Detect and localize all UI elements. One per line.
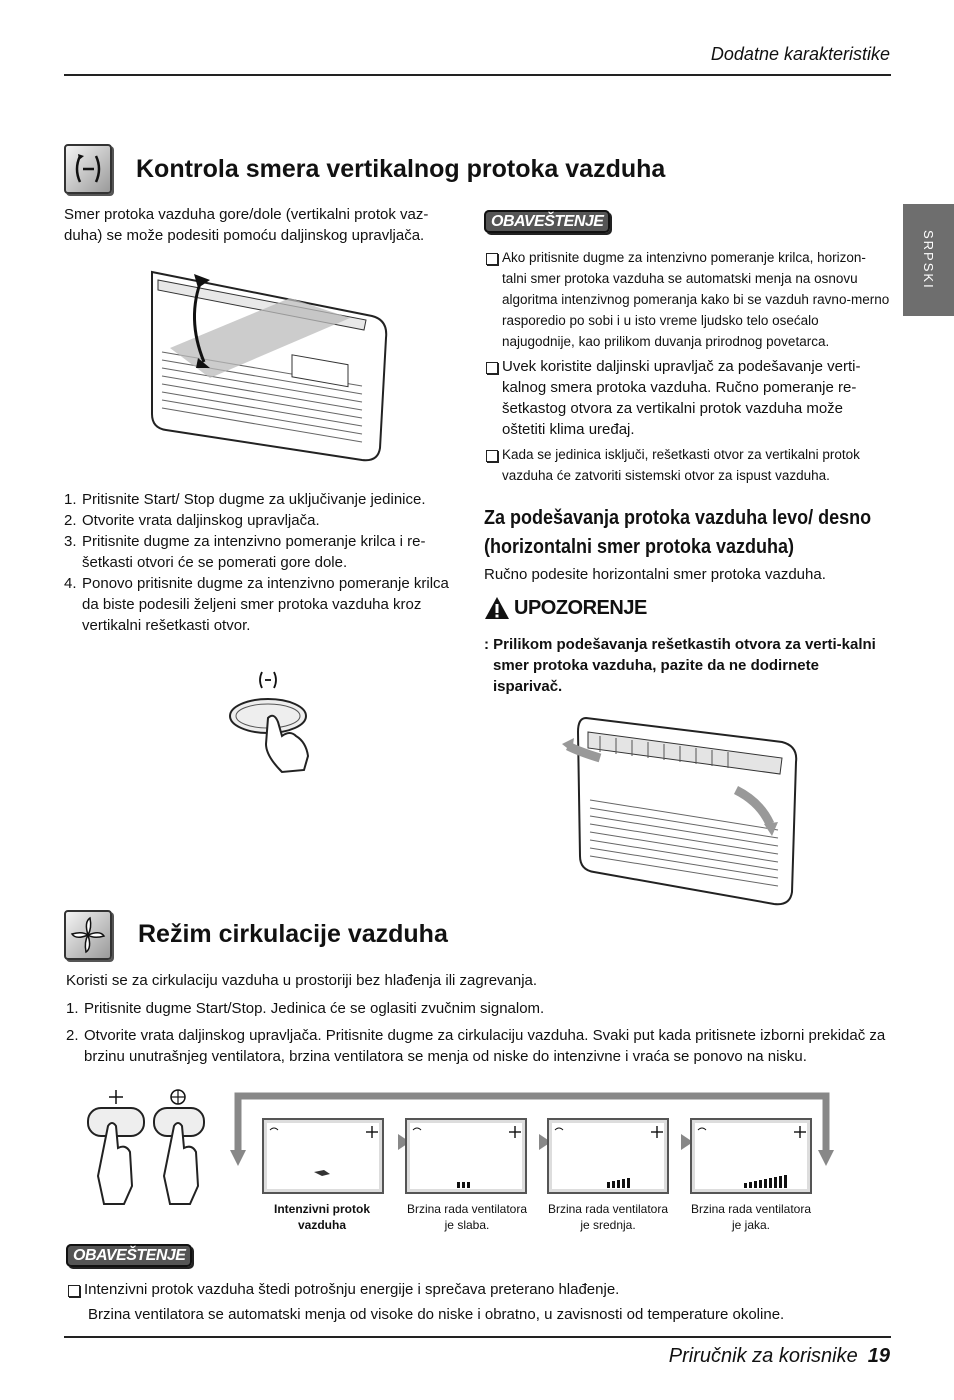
list-item: Intenzivni protok vazduha štedi potrošnju energije i sprečava preterano hlađenje. [66, 1279, 892, 1300]
vertical-swing-icon [64, 144, 112, 194]
list-item: Ako pritisnite dugme za intenzivno pomeranje krilca, horizon-talni smer protoka vazduha se automatski menja na osnovu algoritma intenzivnog pomeranja kako bi se vazduh ravno-merno rasporedio po sobi i u isto vreme ljudsko telo osećalo najugodnije, kao prilikom duvanja prirodnog povetarca. [484, 247, 890, 352]
display-panel-intensive [262, 1118, 384, 1194]
display-panel-high [690, 1118, 812, 1194]
section-title-vertical-airflow: Kontrola smera vertikalnog protoka vazduha [136, 155, 666, 183]
caption-low: Brzina rada ventilatora je slaba. [406, 1202, 528, 1232]
footer-rule [64, 1336, 891, 1338]
section2-steps [66, 998, 892, 1067]
caption-high: Brzina rada ventilatora je jaka. [690, 1202, 812, 1232]
section1-intro: Smer protoka vazduha gore/dole (vertikalni protok vaz-duha) se može podesiti pomoću daljinskog upravljača. [64, 206, 429, 244]
fan-buttons-press-illustration [84, 1086, 224, 1210]
header-rule [64, 74, 891, 76]
ac-unit-vertical-illustration [140, 258, 400, 468]
section2-intro: Koristi se za cirkulaciju vazduha u prostoriji bez hlađenja ili zagrevanja. [66, 972, 538, 989]
list-item: Kada se jedinica isključi, rešetkasti otvor za vertikalni protok vazduha će zatvoriti sistemski otvor za ispust vazduha. [484, 444, 890, 486]
notice1-list [484, 247, 890, 486]
list-item: 1. Pritisnite Start/ Stop dugme za uključivanje jedinice. [64, 491, 426, 508]
notice-badge: OBAVEŠTENJE [66, 1247, 192, 1265]
swing-button-press-illustration [226, 666, 336, 776]
list-item: Brzina ventilatora se automatski menja od visoke do niske i obratno, u zavisnosti od temperature okoline. [88, 1306, 785, 1323]
list-item: 2. Otvorite vrata daljinskog upravljača. [64, 512, 320, 529]
fan-circulation-icon [64, 910, 112, 960]
caption-medium: Brzina rada ventilatora je srednja. [547, 1202, 669, 1232]
ac-unit-horizontal-illustration [560, 712, 810, 912]
subsection-title-horizontal: Za podešavanja protoka vazduha levo/ desno (horizontalni smer protoka vazduha) [484, 507, 872, 558]
display-panel-low [405, 1118, 527, 1194]
list-item: 3. Pritisnite dugme za intenzivno pomeranje krilca i re-šetkasti otvori će se pomerati gore dole. [64, 533, 426, 571]
list-item: Uvek koristite daljinski upravljač za podešavanje verti-kalnog smera protoka vazduha. Ručno pomeranje re-šetkastog otvora za vertikalni protok vazduha može oštetiti klima uređaj. [484, 356, 890, 440]
notice2-text [66, 1279, 892, 1325]
caption-intensive: Intenzivni protok vazduha [274, 1202, 370, 1232]
running-header: Dodatne karakteristike [710, 44, 890, 64]
list-item: 2. Otvorite vrata daljinskog upravljača. Pritisnite dugme za cirkulaciju vazduha. Svaki put kada pritisnete izborni prekidač za brzinu unutrašnjeg ventilatora, brzina ventilatora se menja od niske do intenzivne i vraća se ponovo na nisku. [66, 1027, 886, 1065]
warning-text: : Prilikom podešavanja rešetkastih otvora za verti-kalni smer protoka vazduha, pazite da ne dodirnete isparivač. [484, 636, 876, 695]
notice-badge: OBAVEŠTENJE [484, 213, 610, 231]
list-item: 4. Ponovo pritisnite dugme za intenzivno pomeranje krilca da biste podesili željeni smer protoka vazduha kroz vertikalni rešetkasti otvor. [64, 575, 449, 634]
language-tab: SRPSKI [903, 204, 954, 316]
section1-steps [64, 489, 460, 636]
display-panel-medium [547, 1118, 669, 1194]
section-title-circulation: Režim cirkulacije vazduha [138, 920, 448, 948]
page-footer: Priručnik za korisnike 19 [668, 1345, 890, 1367]
page-number: 19 [867, 1345, 890, 1367]
list-item: 1. Pritisnite dugme Start/Stop. Jedinica će se oglasiti zvučnim signalom. [66, 1000, 545, 1017]
warning-heading: UPOZORENJE [484, 596, 647, 620]
warning-triangle-icon [484, 596, 510, 620]
horizontal-text: Ručno podesite horizontalni smer protoka vazduha. [484, 566, 826, 583]
